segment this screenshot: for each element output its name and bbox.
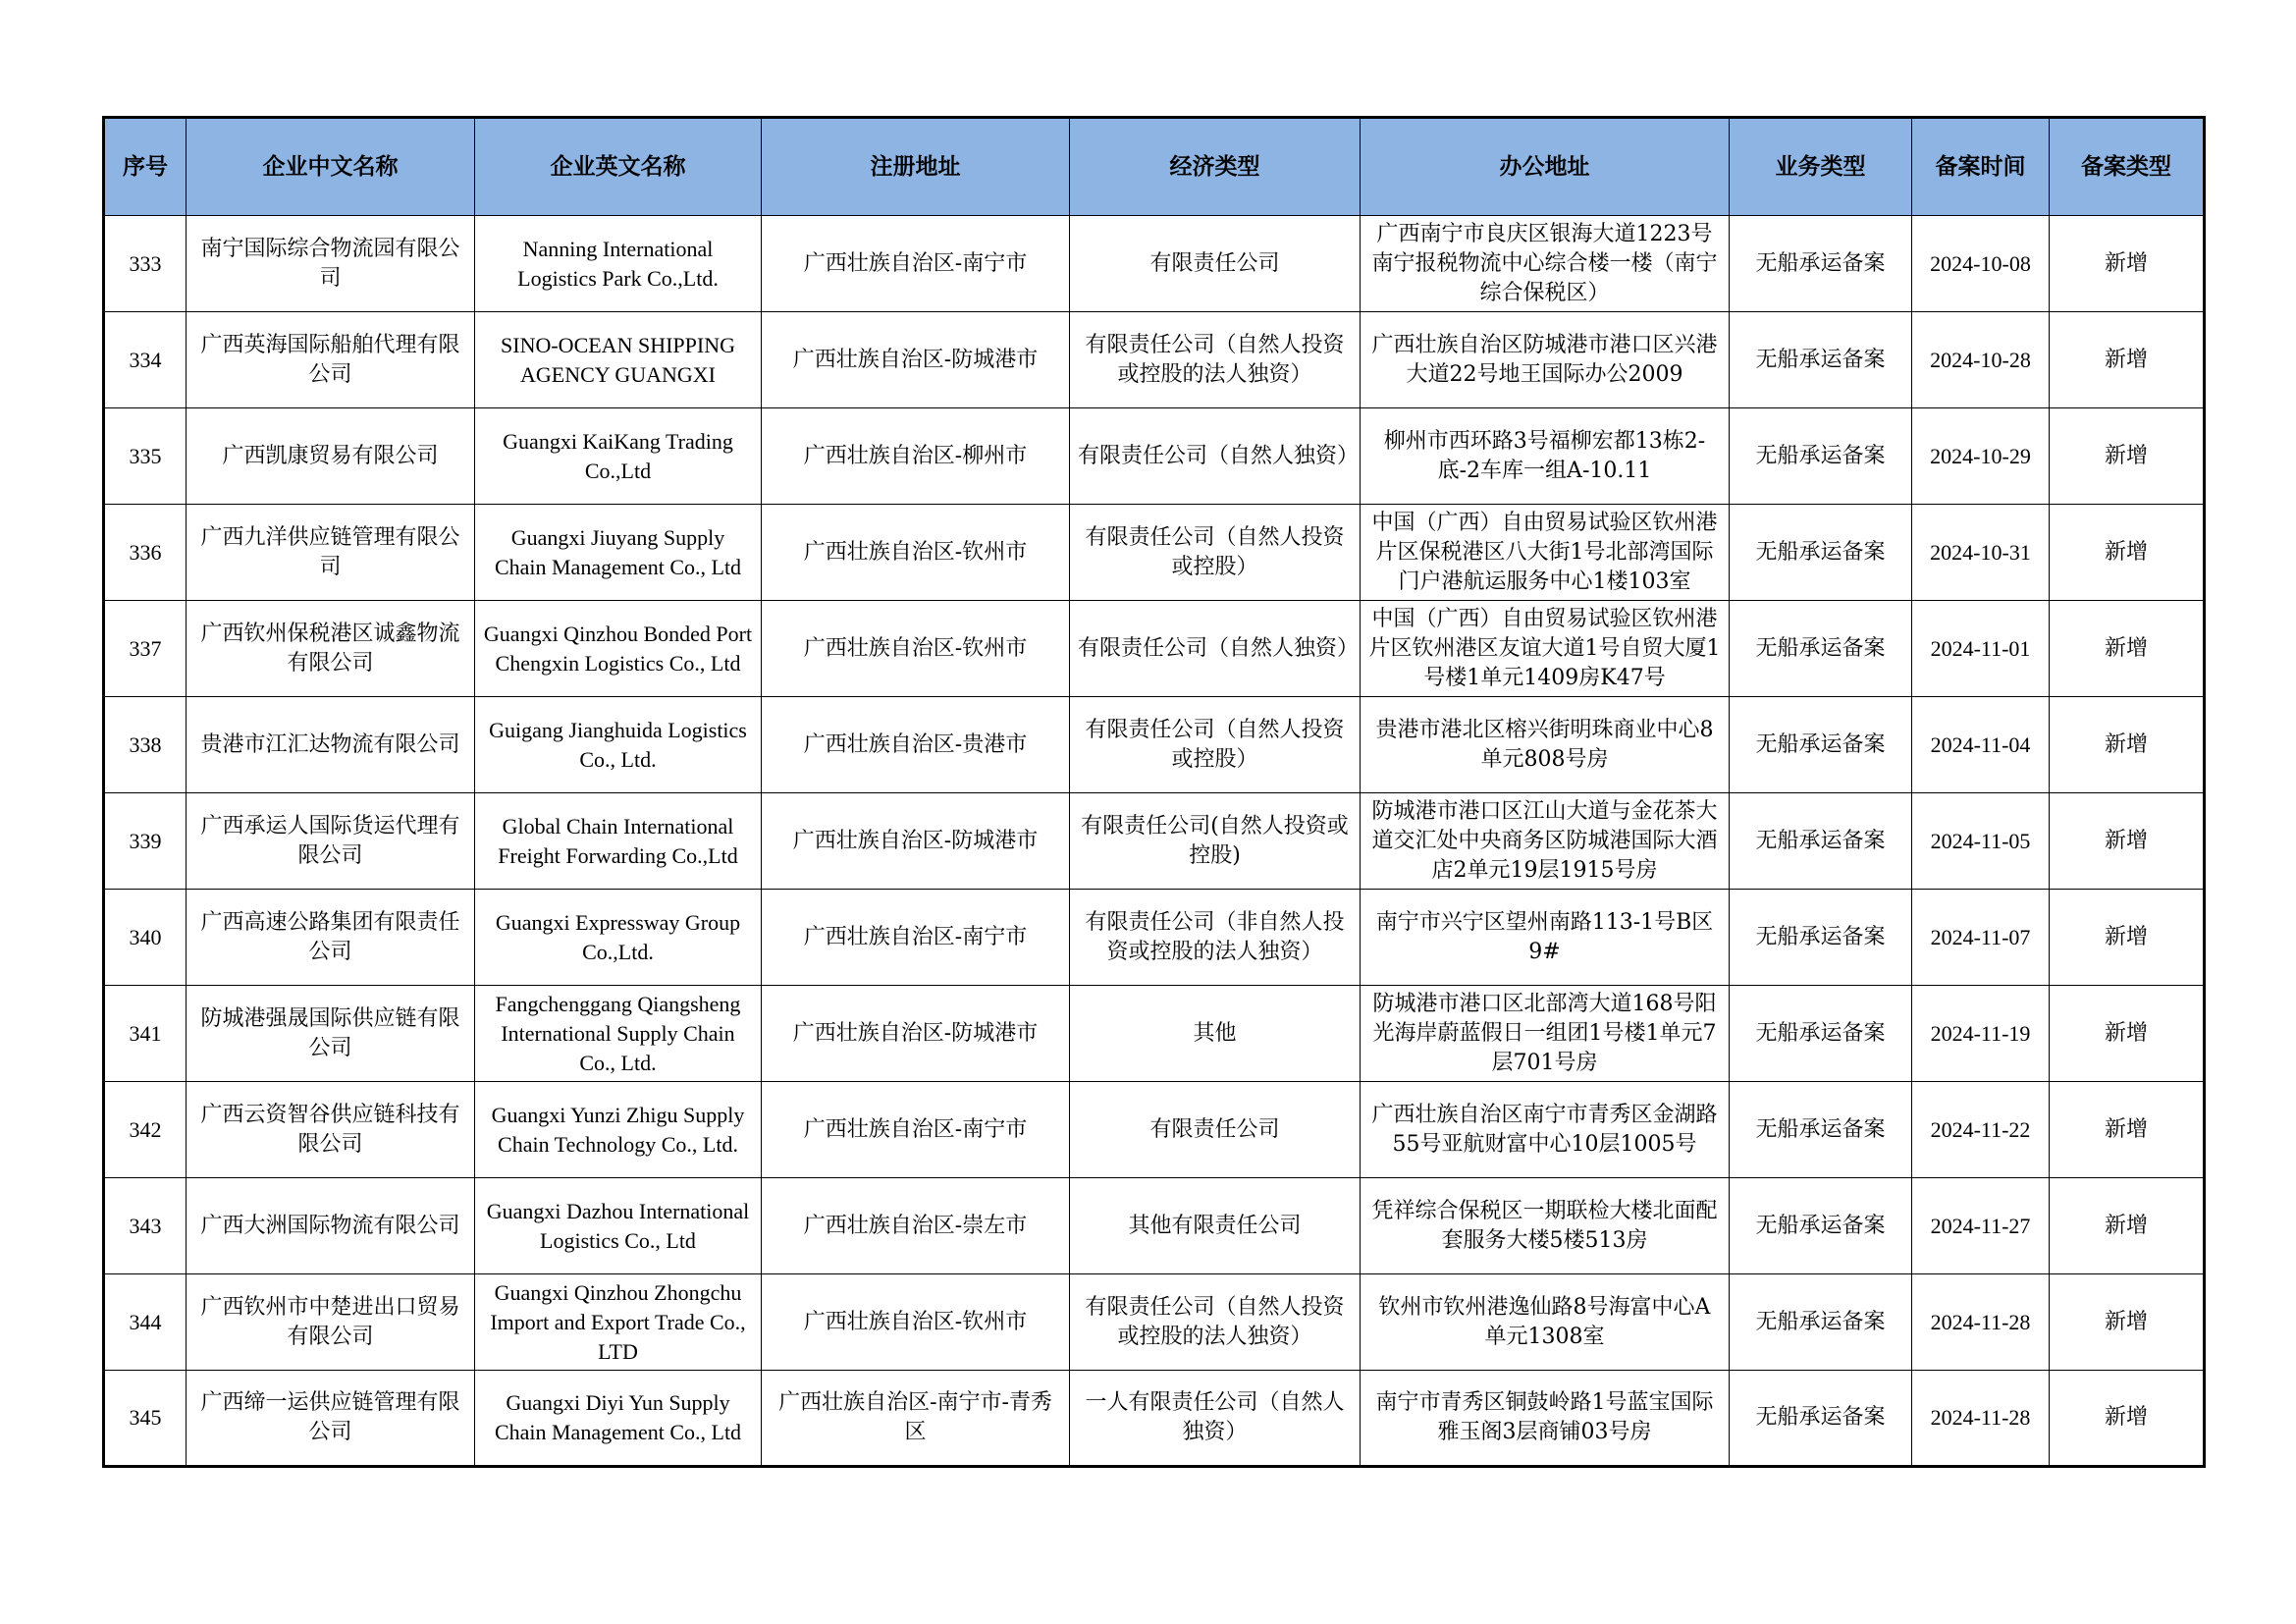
cell-filing-type: 新增 xyxy=(2050,1371,2205,1467)
cell-filing-type: 新增 xyxy=(2050,505,2205,601)
cell-office-address: 贵港市港北区榕兴街明珠商业中心8单元808号房 xyxy=(1361,697,1730,793)
cell-cn-name: 广西高速公路集团有限责任公司 xyxy=(187,890,475,986)
cell-filing-type: 新增 xyxy=(2050,890,2205,986)
cell-business-type: 无船承运备案 xyxy=(1730,216,1912,312)
cell-cn-name: 广西钦州市中楚进出口贸易有限公司 xyxy=(187,1274,475,1371)
cell-office-address: 广西南宁市良庆区银海大道1223号南宁报税物流中心综合楼一楼（南宁综合保税区） xyxy=(1361,216,1730,312)
cell-econ-type: 有限责任公司 xyxy=(1070,1082,1361,1178)
table-row xyxy=(104,890,2205,986)
cell-cn-name: 广西英海国际船舶代理有限公司 xyxy=(187,312,475,408)
cell-cn-name: 南宁国际综合物流园有限公司 xyxy=(187,216,475,312)
cell-cn-name: 广西云资智谷供应链科技有限公司 xyxy=(187,1082,475,1178)
table-row xyxy=(104,216,2205,312)
cell-serial: 338 xyxy=(104,697,187,793)
cell-filing-date: 2024-10-28 xyxy=(1912,312,2050,408)
cell-filing-type: 新增 xyxy=(2050,312,2205,408)
cell-filing-date: 2024-11-07 xyxy=(1912,890,2050,986)
cell-en-name: Fangchenggang Qiangsheng International Supply Chain Co., Ltd. xyxy=(475,986,762,1082)
cell-business-type: 无船承运备案 xyxy=(1730,505,1912,601)
cell-reg-address: 广西壮族自治区-柳州市 xyxy=(762,408,1070,505)
cell-serial: 335 xyxy=(104,408,187,505)
cell-cn-name: 广西缔一运供应链管理有限公司 xyxy=(187,1371,475,1467)
table-row xyxy=(104,601,2205,697)
cell-filing-type: 新增 xyxy=(2050,1082,2205,1178)
cell-econ-type: 有限责任公司（自然人投资或控股） xyxy=(1070,697,1361,793)
cell-filing-type: 新增 xyxy=(2050,601,2205,697)
table-row xyxy=(104,312,2205,408)
cell-serial: 337 xyxy=(104,601,187,697)
cell-en-name: Guangxi Dazhou International Logistics Co., Ltd xyxy=(475,1178,762,1274)
cell-business-type: 无船承运备案 xyxy=(1730,697,1912,793)
cell-reg-address: 广西壮族自治区-南宁市 xyxy=(762,216,1070,312)
table-row xyxy=(104,1274,2205,1371)
header-cn-name: 企业中文名称 xyxy=(187,118,475,216)
cell-office-address: 中国（广西）自由贸易试验区钦州港片区钦州港区友谊大道1号自贸大厦1号楼1单元1409房K47号 xyxy=(1361,601,1730,697)
cell-reg-address: 广西壮族自治区-南宁市 xyxy=(762,890,1070,986)
cell-filing-type: 新增 xyxy=(2050,216,2205,312)
cell-cn-name: 广西九洋供应链管理有限公司 xyxy=(187,505,475,601)
table-row xyxy=(104,505,2205,601)
cell-reg-address: 广西壮族自治区-贵港市 xyxy=(762,697,1070,793)
cell-office-address: 防城港市港口区江山大道与金花茶大道交汇处中央商务区防城港国际大酒店2单元19层1915号房 xyxy=(1361,793,1730,890)
table-row xyxy=(104,697,2205,793)
header-filing-date: 备案时间 xyxy=(1912,118,2050,216)
cell-reg-address: 广西壮族自治区-防城港市 xyxy=(762,793,1070,890)
cell-business-type: 无船承运备案 xyxy=(1730,1178,1912,1274)
cell-office-address: 柳州市西环路3号福柳宏都13栋2-底-2车库一组A-10.11 xyxy=(1361,408,1730,505)
table-row xyxy=(104,986,2205,1082)
cell-econ-type: 有限责任公司（自然人独资） xyxy=(1070,601,1361,697)
cell-econ-type: 一人有限责任公司（自然人独资） xyxy=(1070,1371,1361,1467)
cell-econ-type: 有限责任公司 xyxy=(1070,216,1361,312)
cell-filing-date: 2024-11-04 xyxy=(1912,697,2050,793)
cell-serial: 336 xyxy=(104,505,187,601)
cell-en-name: Global Chain International Freight Forwarding Co.,Ltd xyxy=(475,793,762,890)
cell-en-name: Guangxi Diyi Yun Supply Chain Management Co., Ltd xyxy=(475,1371,762,1467)
cell-reg-address: 广西壮族自治区-南宁市 xyxy=(762,1082,1070,1178)
cell-cn-name: 广西钦州保税港区诚鑫物流有限公司 xyxy=(187,601,475,697)
cell-filing-date: 2024-11-28 xyxy=(1912,1274,2050,1371)
cell-business-type: 无船承运备案 xyxy=(1730,1371,1912,1467)
cell-reg-address: 广西壮族自治区-钦州市 xyxy=(762,601,1070,697)
cell-office-address: 凭祥综合保税区一期联检大楼北面配套服务大楼5楼513房 xyxy=(1361,1178,1730,1274)
cell-office-address: 钦州市钦州港逸仙路8号海富中心A单元1308室 xyxy=(1361,1274,1730,1371)
cell-serial: 340 xyxy=(104,890,187,986)
header-filing-type: 备案类型 xyxy=(2050,118,2205,216)
table-row xyxy=(104,408,2205,505)
cell-en-name: Guangxi Jiuyang Supply Chain Management Co., Ltd xyxy=(475,505,762,601)
cell-en-name: Guangxi KaiKang Trading Co.,Ltd xyxy=(475,408,762,505)
cell-filing-type: 新增 xyxy=(2050,697,2205,793)
cell-filing-date: 2024-10-31 xyxy=(1912,505,2050,601)
header-reg-address: 注册地址 xyxy=(762,118,1070,216)
cell-business-type: 无船承运备案 xyxy=(1730,890,1912,986)
cell-serial: 333 xyxy=(104,216,187,312)
cell-en-name: SINO-OCEAN SHIPPING AGENCY GUANGXI xyxy=(475,312,762,408)
cell-business-type: 无船承运备案 xyxy=(1730,1274,1912,1371)
cell-cn-name: 广西凯康贸易有限公司 xyxy=(187,408,475,505)
cell-cn-name: 贵港市江汇达物流有限公司 xyxy=(187,697,475,793)
cell-office-address: 南宁市兴宁区望州南路113-1号B区9# xyxy=(1361,890,1730,986)
cell-business-type: 无船承运备案 xyxy=(1730,1082,1912,1178)
cell-filing-date: 2024-10-08 xyxy=(1912,216,2050,312)
cell-filing-date: 2024-11-01 xyxy=(1912,601,2050,697)
cell-serial: 344 xyxy=(104,1274,187,1371)
table-row xyxy=(104,1082,2205,1178)
cell-business-type: 无船承运备案 xyxy=(1730,408,1912,505)
cell-filing-date: 2024-11-19 xyxy=(1912,986,2050,1082)
cell-filing-type: 新增 xyxy=(2050,408,2205,505)
cell-en-name: Guangxi Qinzhou Bonded Port Chengxin Logistics Co., Ltd xyxy=(475,601,762,697)
cell-serial: 345 xyxy=(104,1371,187,1467)
cell-reg-address: 广西壮族自治区-钦州市 xyxy=(762,1274,1070,1371)
cell-en-name: Guigang Jianghuida Logistics Co., Ltd. xyxy=(475,697,762,793)
cell-econ-type: 其他 xyxy=(1070,986,1361,1082)
cell-business-type: 无船承运备案 xyxy=(1730,793,1912,890)
cell-en-name: Nanning International Logistics Park Co.,Ltd. xyxy=(475,216,762,312)
cell-filing-type: 新增 xyxy=(2050,1274,2205,1371)
cell-serial: 342 xyxy=(104,1082,187,1178)
cell-office-address: 广西壮族自治区南宁市青秀区金湖路55号亚航财富中心10层1005号 xyxy=(1361,1082,1730,1178)
cell-econ-type: 有限责任公司(自然人投资或控股) xyxy=(1070,793,1361,890)
cell-filing-date: 2024-11-05 xyxy=(1912,793,2050,890)
cell-econ-type: 有限责任公司（自然人独资） xyxy=(1070,408,1361,505)
cell-reg-address: 广西壮族自治区-防城港市 xyxy=(762,312,1070,408)
cell-econ-type: 有限责任公司（自然人投资或控股的法人独资） xyxy=(1070,1274,1361,1371)
cell-en-name: Guangxi Expressway Group Co.,Ltd. xyxy=(475,890,762,986)
cell-business-type: 无船承运备案 xyxy=(1730,312,1912,408)
cell-serial: 341 xyxy=(104,986,187,1082)
cell-office-address: 广西壮族自治区防城港市港口区兴港大道22号地王国际办公2009 xyxy=(1361,312,1730,408)
header-business-type: 业务类型 xyxy=(1730,118,1912,216)
cell-business-type: 无船承运备案 xyxy=(1730,986,1912,1082)
header-serial: 序号 xyxy=(104,118,187,216)
cell-cn-name: 广西承运人国际货运代理有限公司 xyxy=(187,793,475,890)
cell-office-address: 防城港市港口区北部湾大道168号阳光海岸蔚蓝假日一组团1号楼1单元7层701号房 xyxy=(1361,986,1730,1082)
cell-filing-type: 新增 xyxy=(2050,986,2205,1082)
cell-business-type: 无船承运备案 xyxy=(1730,601,1912,697)
cell-filing-date: 2024-10-29 xyxy=(1912,408,2050,505)
cell-cn-name: 防城港强晟国际供应链有限公司 xyxy=(187,986,475,1082)
cell-filing-date: 2024-11-22 xyxy=(1912,1082,2050,1178)
registry-table xyxy=(102,116,2206,1468)
cell-office-address: 南宁市青秀区铜鼓岭路1号蓝宝国际雅玉阁3层商铺03号房 xyxy=(1361,1371,1730,1467)
cell-serial: 343 xyxy=(104,1178,187,1274)
header-en-name: 企业英文名称 xyxy=(475,118,762,216)
table-row xyxy=(104,793,2205,890)
cell-econ-type: 其他有限责任公司 xyxy=(1070,1178,1361,1274)
cell-filing-type: 新增 xyxy=(2050,1178,2205,1274)
header-econ-type: 经济类型 xyxy=(1070,118,1361,216)
cell-reg-address: 广西壮族自治区-南宁市-青秀区 xyxy=(762,1371,1070,1467)
cell-filing-type: 新增 xyxy=(2050,793,2205,890)
cell-reg-address: 广西壮族自治区-防城港市 xyxy=(762,986,1070,1082)
cell-reg-address: 广西壮族自治区-崇左市 xyxy=(762,1178,1070,1274)
cell-econ-type: 有限责任公司（自然人投资或控股） xyxy=(1070,505,1361,601)
cell-filing-date: 2024-11-27 xyxy=(1912,1178,2050,1274)
cell-en-name: Guangxi Yunzi Zhigu Supply Chain Technology Co., Ltd. xyxy=(475,1082,762,1178)
cell-serial: 334 xyxy=(104,312,187,408)
cell-cn-name: 广西大洲国际物流有限公司 xyxy=(187,1178,475,1274)
cell-reg-address: 广西壮族自治区-钦州市 xyxy=(762,505,1070,601)
cell-filing-date: 2024-11-28 xyxy=(1912,1371,2050,1467)
cell-econ-type: 有限责任公司（非自然人投资或控股的法人独资） xyxy=(1070,890,1361,986)
cell-econ-type: 有限责任公司（自然人投资或控股的法人独资） xyxy=(1070,312,1361,408)
table-row xyxy=(104,1371,2205,1467)
header-office-address: 办公地址 xyxy=(1361,118,1730,216)
table-row xyxy=(104,1178,2205,1274)
header-row xyxy=(104,118,2205,216)
cell-en-name: Guangxi Qinzhou Zhongchu Import and Export Trade Co., LTD xyxy=(475,1274,762,1371)
cell-serial: 339 xyxy=(104,793,187,890)
cell-office-address: 中国（广西）自由贸易试验区钦州港片区保税港区八大街1号北部湾国际门户港航运服务中心1楼103室 xyxy=(1361,505,1730,601)
